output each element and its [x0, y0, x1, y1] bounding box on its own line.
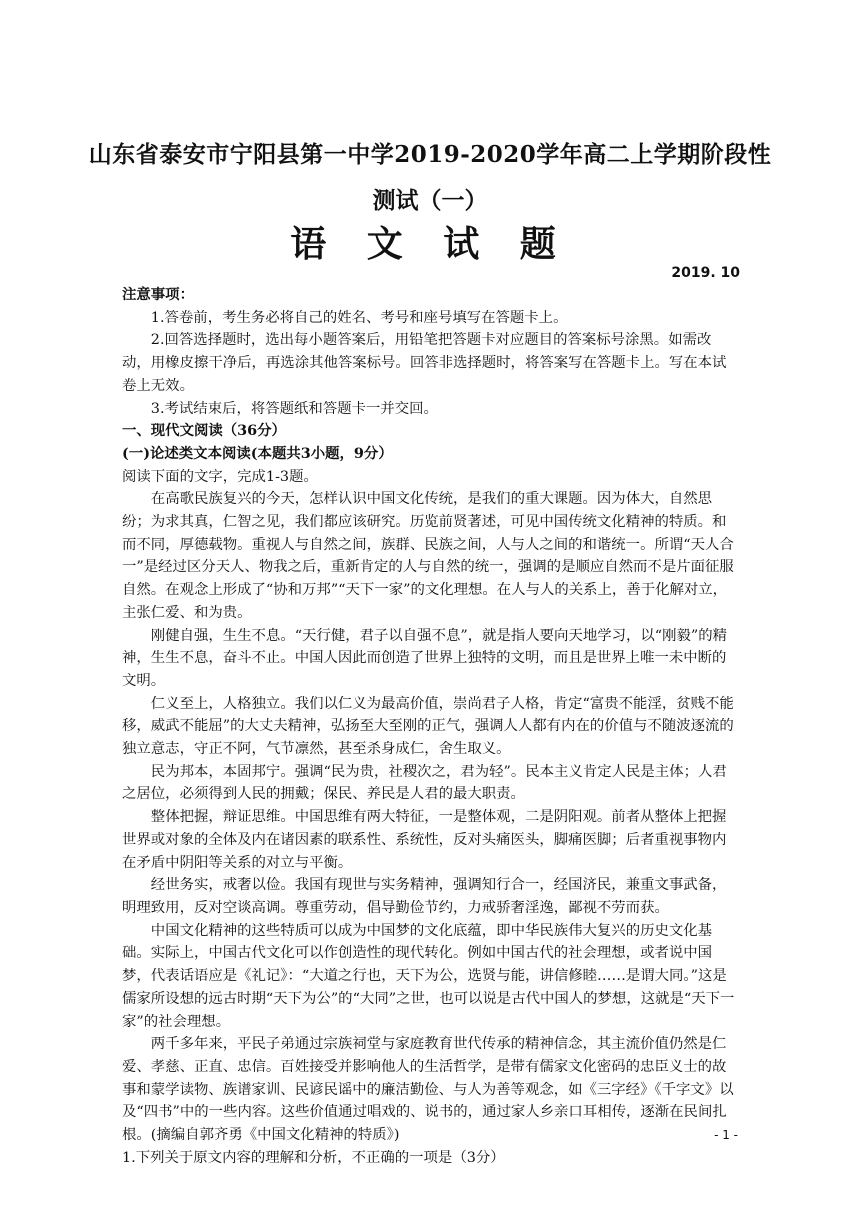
exam-title-line1: 山东省泰安市宁阳县第一中学2019-2020学年高二上学期阶段性	[88, 141, 772, 168]
notice-item: 2.回答选择题时，选出每小题答案后，用铅笔把答题卡对应题目的答案标号涂黑。如需改动，用橡皮擦干净后，再选涂其他答案标号。回答非选择题时，将答案写在答题卡上。写在本试卷上无效。	[122, 332, 727, 394]
passage-paragraph: 在高歌民族复兴的今天，怎样认识中国文化传统，是我们的重大课题。因为体大，自然思纷；为求其真，仁智之见，我们都应该研究。历览前贤著述，可见中国传统文化精神的特质。和而不同，厚德载物。重视人与自然之间，族群、民族之间，人与人之间的和谐统一。所谓“天人合一”是经过区分天人、物我之后，重新肯定的人与自然的统一，强调的是顺应自然而不是片面征服自然。在观念上形成了“协和万邦”“天下一家”的文化理想。在人与人的关系上，善于化解对立，主张仁爱、和为贵。	[122, 491, 734, 621]
passage-paragraph: 仁义至上，人格独立。我们以仁义为最高价值，崇尚君子人格，肯定“富贵不能淫，贫贱不能移，威武不能屈”的大丈夫精神，弘扬至大至刚的正气，强调人人都有内在的价值与不随波逐流的独立意志，守正不阿，气节凛然，甚至杀身成仁，舍生取义。	[122, 695, 734, 758]
page-number: - 1 -	[714, 1128, 738, 1142]
exam-date: 2019. 10	[671, 265, 740, 281]
passage-paragraph: 整体把握，辩证思维。中国思维有两大特征，一是整体观，二是阴阳观。前者从整体上把握世界或对象的全体及内在诸因素的联系性、系统性，反对头痛医头，脚痛医脚；后者重视事物内在矛盾中阴阳等关系的对立与平衡。	[122, 809, 727, 871]
passage-paragraph: 刚健自强，生生不息。“天行健，君子以自强不息”，就是指人要向天地学习，以“刚毅”的精神，生生不息，奋斗不止。中国人因此而创造了世界上独特的文明，而且是世界上唯一未中断的文明。	[122, 627, 728, 689]
subject-title: 语 文 试 题	[290, 223, 570, 265]
subsection-heading: (一)论述类文本阅读(本题共3小题，9分）	[122, 444, 393, 462]
passage-paragraph: 两千多年来，平民子弟通过宗族祠堂与家庭教育世代传承的精神信念，其主流价值仍然是仁爱、孝慈、正直、忠信。百姓接受并影响他人的生活哲学，是带有儒家文化密码的忠臣义士的故事和蒙学读物、族谱家训、民谚民谣中的廉洁勤俭、与人为善等观念，如《三字经》《千字文》以及“四书”中的一些内容。这些价值通过唱戏的、说书的，通过家人乡亲口耳相传，逐渐在民间扎根。(摘编自郭齐勇《中国文化精神的特质》)	[122, 1036, 734, 1144]
passage-paragraph: 经世务实，戒奢以俭。我国有现世与实务精神，强调知行合一，经国济民，兼重文事武备，明理致用，反对空谈高调。尊重劳动，倡导勤俭节约，力戒骄奢淫逸，鄙视不劳而获。	[122, 877, 727, 916]
passage-paragraph: 中国文化精神的这些特质可以成为中国梦的文化底蕴，即中华民族伟大复兴的历史文化基础。实际上，中国古代文化可以作创造性的现代转化。例如中国古代的社会理想，或者说中国梦，代表话语应是《礼记》：“大道之行也，天下为公，选贤与能，讲信修睦……是谓大同。”这是儒家所设想的远古时期“天下为公”的“大同”之世，也可以说是古代中国人的梦想，这就是“天下一家”的社会理想。	[122, 922, 735, 1030]
exam-title-line2: 测试（一）	[372, 187, 488, 214]
question-1: 1.下列关于原文内容的理解和分析，不正确的一项是（3分）	[122, 1149, 505, 1166]
notice-item: 3.考试结束后，将答题纸和答题卡一并交回。	[150, 400, 438, 417]
section-heading: 一、现代文阅读（36分）	[122, 422, 286, 440]
passage-paragraph: 民为邦本，本固邦宁。强调“民为贵，社稷次之，君为轻”。民本主义肯定人民是主体；人君之居位，必须得到人民的拥戴；保民、养民是人君的最大职责。	[122, 763, 727, 803]
exam-body	[122, 284, 740, 1169]
reading-instruction: 阅读下面的文字，完成1-3题。	[122, 468, 318, 485]
notice-heading: 注意事项：	[122, 286, 194, 303]
notice-item: 1.答卷前，考生务必将自己的姓名、考号和座号填写在答题卡上。	[150, 309, 568, 326]
